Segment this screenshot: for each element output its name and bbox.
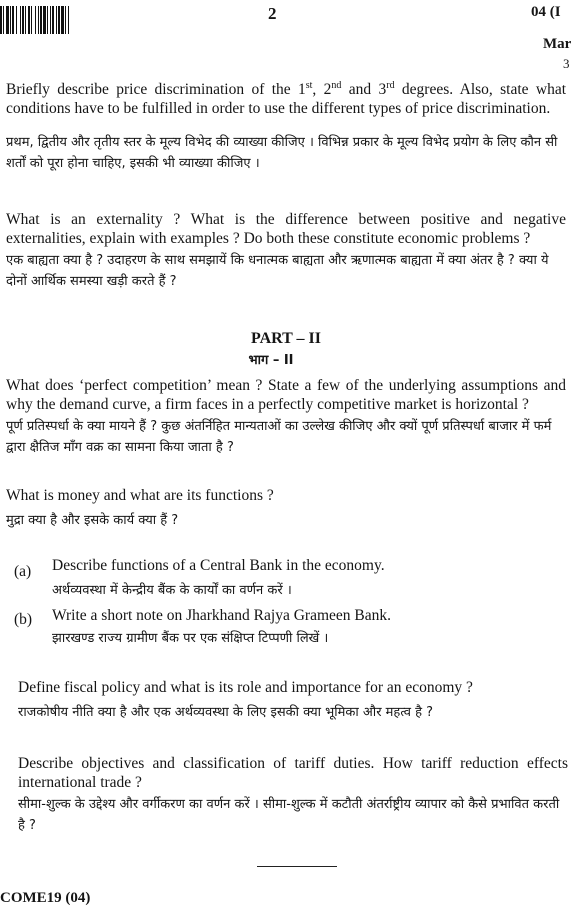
question-tariff-en: Describe objectives and classification of tariff duties. How tariff reduction effects international trade ? [18, 755, 568, 791]
subquestion-a-hi: अर्थव्यवस्था में केन्द्रीय बैंक के कार्यों का वर्णन करें । [52, 583, 292, 598]
question-price-discrimination-hi: प्रथम, द्वितीय और तृतीय स्तर के मूल्य विभेद की व्याख्या कीजिए । विभिन्न प्रकार के मूल्य विभेद प्रयोग के लिए कौन सी शर्तों को पूरा होना चाहिए, इसकी भी व्याख्या कीजिए । [6, 135, 558, 171]
header-number: 3 [563, 56, 570, 71]
question-externality-en: What is an externality ? What is the difference between positive and negative externalities, explain with examples ? Do both these constitute economic problems ? [6, 211, 566, 247]
question-perfect-competition-en: What does ‘perfect competition’ mean ? State a few of the underlying assumptions and why the demand curve, a firm faces in a perfectly competitive market is horizontal ? [6, 377, 566, 413]
part-heading-hi: भाग – II [248, 353, 294, 368]
paper-code: 04 (I [531, 4, 561, 20]
exam-month: Mar [543, 36, 572, 52]
subquestion-b-hi: झारखण्ड राज्य ग्रामीण बैंक पर एक संक्षिप्त टिप्पणी लिखें । [52, 631, 329, 646]
question-money-hi: मुद्रा क्या है और इसके कार्य क्या हैं ? [6, 513, 179, 528]
part-heading-en: PART – II [251, 330, 321, 347]
question-price-discrimination-en: Briefly describe price discrimination of the 1st, 2nd and 3rd degrees. Also, state what conditions have to be fulfilled in order to use the different types of price discrimination. [6, 80, 567, 118]
subquestion-b-label: (b) [14, 611, 33, 628]
question-perfect-competition-hi: पूर्ण प्रतिस्पर्धा के क्या मायने हैं ? कुछ अंतर्निहित मान्यताओं का उल्लेख कीजिए और क्यों पूर्ण प्रतिस्पर्धा बाजार में फर्म द्वारा क्षैतिज माँग वक्र का सामना किया जाता है ? [6, 419, 552, 455]
page-number: 2 [268, 4, 277, 23]
question-money-en: What is money and what are its functions ? [6, 487, 274, 504]
question-externality-hi: एक बाह्यता क्या है ? उदाहरण के साथ समझायें कि धनात्मक बाह्यता और ऋणात्मक बाह्यता में क्या अंतर है ? क्या ये दोनों आर्थिक समस्या खड़ी करते हैं ? [6, 253, 549, 289]
barcode [0, 6, 108, 34]
footer-code: COME19 (04) [0, 890, 91, 906]
subquestion-a-en: Describe functions of a Central Bank in the economy. [52, 557, 385, 574]
question-tariff-hi: सीमा-शुल्क के उद्देश्य और वर्गीकरण का वर्णन करें । सीमा-शुल्क में कटौती अंतर्राष्ट्रीय व्यापार को कैसे प्रभावित करती है ? [18, 797, 560, 833]
end-rule [257, 866, 337, 867]
subquestion-b-en: Write a short note on Jharkhand Rajya Grameen Bank. [52, 607, 391, 624]
question-fiscal-hi: राजकोषीय नीति क्या है और एक अर्थव्यवस्था के लिए इसकी क्या भूमिका और महत्व है ? [18, 705, 434, 720]
subquestion-a-label: (a) [14, 563, 32, 580]
question-fiscal-en: Define fiscal policy and what is its role and importance for an economy ? [18, 679, 473, 696]
